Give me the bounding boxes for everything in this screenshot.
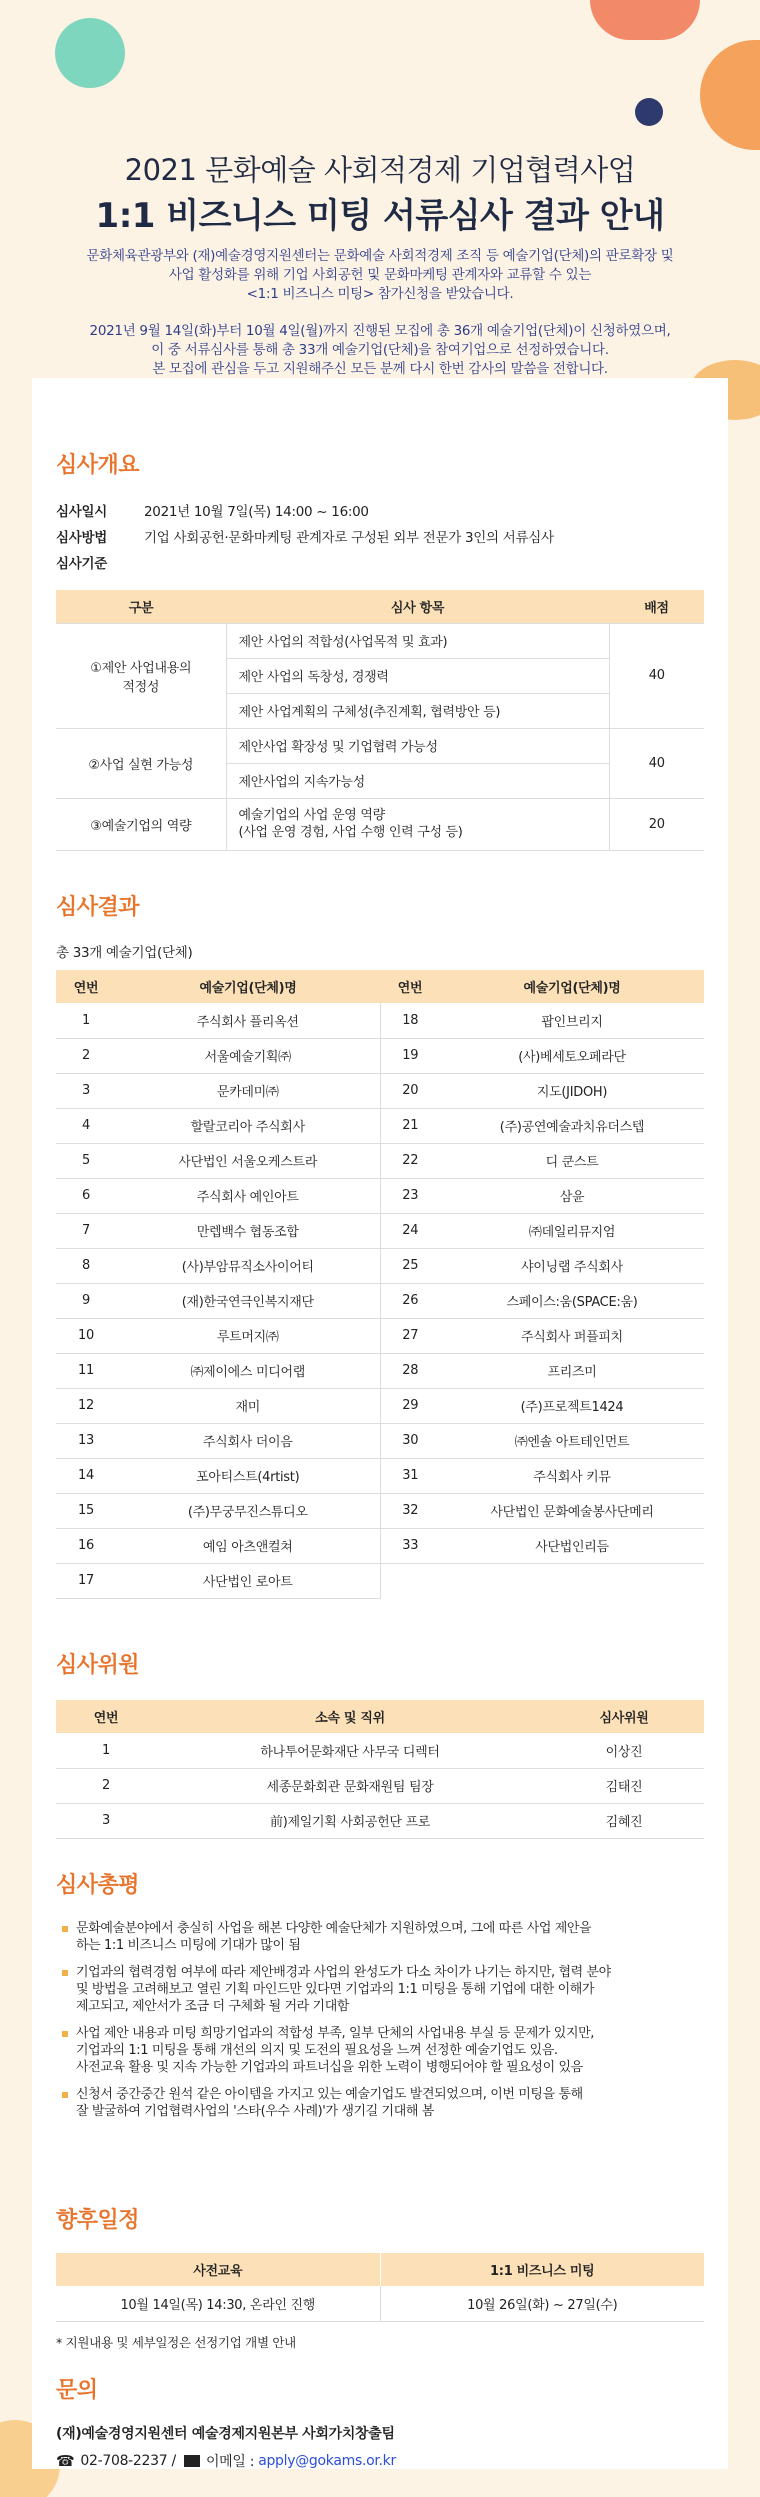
company-name: 루트머지㈜ (116, 1318, 380, 1353)
contact-email-label: 이메일 : (205, 2454, 255, 2470)
results-row (56, 1178, 704, 1213)
company-name: 주식회사 더이음 (116, 1423, 380, 1458)
company-name: (사)부암뮤직소사이어티 (116, 1248, 380, 1283)
company-name: 스페이스:움(SPACE:움) (440, 1283, 704, 1318)
criteria-header: 배점 (609, 590, 704, 623)
results-row (56, 1038, 704, 1073)
company-number: 14 (56, 1458, 116, 1493)
content-card (32, 378, 728, 2469)
company-number: 31 (380, 1458, 440, 1493)
judge-name: 김혜진 (544, 1803, 704, 1838)
company-number: 17 (56, 1563, 116, 1598)
review-method (56, 526, 554, 546)
company-number: 19 (380, 1038, 440, 1073)
results-summary: 총 33개 예술기업(단체) (56, 945, 193, 961)
intro-paragraph-2 (40, 322, 720, 379)
company-number: 12 (56, 1388, 116, 1423)
results-header: 연번 (380, 970, 440, 1003)
judge-name: 김태진 (544, 1768, 704, 1803)
judge-affiliation: 하나투어문화재단 사무국 디렉터 (156, 1733, 544, 1768)
review-bullet: 기업과의 협력경험 여부에 따라 제안배경과 사업의 완성도가 다소 차이가 나기는 하지만, 협력 분야 및 방법을 고려해보고 열린 기획 마인드만 있다면 기업과의 1:1 미팅을 통해 기업에 대한 이해가 제고되고, 제안서가 조금 더 구체화 될 거라 기대함 (62, 1964, 712, 2015)
company-number: 22 (380, 1143, 440, 1178)
results-row (56, 1283, 704, 1318)
criteria-header: 심사 항목 (226, 590, 609, 623)
company-number: 33 (380, 1528, 440, 1563)
company-name: 지도(JIDOH) (440, 1073, 704, 1108)
results-title: 심사결과 (56, 895, 140, 920)
results-row (56, 1143, 704, 1178)
company-name: (사)베세토오페라단 (440, 1038, 704, 1073)
judges-table (56, 1700, 704, 1839)
company-name: 서울예술기획㈜ (116, 1038, 380, 1073)
criteria-item: 제안 사업의 독창성, 경쟁력 (226, 658, 609, 693)
schedule-table (56, 2253, 704, 2322)
judge-number: 2 (56, 1768, 156, 1803)
company-number: 13 (56, 1423, 116, 1458)
criteria-category: ③예술기업의 역량 (56, 798, 226, 850)
results-header: 연번 (56, 970, 116, 1003)
criteria-item: 예술기업의 사업 운영 역량 (사업 운영 경험, 사업 수행 인력 구성 등) (226, 798, 609, 850)
judge-number: 3 (56, 1803, 156, 1838)
judges-row (56, 1803, 704, 1838)
results-row (56, 1003, 704, 1038)
page-title: 1:1 비즈니스 미팅 서류심사 결과 안내 (95, 196, 665, 236)
intro-line: 2021년 9월 14일(화)부터 10월 4일(월)까지 진행된 모집에 총 36개 예술기업(단체)이 신청하였으며, (89, 323, 671, 339)
criteria-category: ②사업 실현 가능성 (56, 728, 226, 798)
company-number: 1 (56, 1003, 116, 1038)
company-name: 팝인브리지 (440, 1003, 704, 1038)
schedule-header: 사전교육 (56, 2253, 380, 2286)
company-number (380, 1563, 440, 1598)
company-number: 2 (56, 1038, 116, 1073)
company-name: 프리즈미 (440, 1353, 704, 1388)
company-name: (주)프로젝트1424 (440, 1388, 704, 1423)
review-title: 심사총평 (56, 1873, 140, 1898)
schedule-value: 10월 14일(목) 14:30, 온라인 진행 (56, 2286, 380, 2321)
schedule-row (56, 2286, 704, 2321)
company-name: 주식회사 키뮤 (440, 1458, 704, 1493)
company-name: (주)무궁무진스튜디오 (116, 1493, 380, 1528)
results-row (56, 1318, 704, 1353)
results-row (56, 1108, 704, 1143)
judges-header: 연번 (56, 1700, 156, 1733)
results-row (56, 1528, 704, 1563)
judges-row (56, 1768, 704, 1803)
company-name: 디 쿤스트 (440, 1143, 704, 1178)
schedule-header: 1:1 비즈니스 미팅 (380, 2253, 704, 2286)
results-row (56, 1248, 704, 1283)
criteria-row (56, 728, 704, 763)
judges-header: 소속 및 직위 (156, 1700, 544, 1733)
company-number: 25 (380, 1248, 440, 1283)
company-number: 6 (56, 1178, 116, 1213)
company-name: 사단법인 로아트 (116, 1563, 380, 1598)
company-name: ㈜제이에스 미디어랩 (116, 1353, 380, 1388)
intro-line: 문화체육관광부와 (재)예술경영지원센터는 문화예술 사회적경제 조직 등 예술기업(단체)의 판로확장 및 (86, 248, 674, 264)
schedule-value: 10월 26일(화) ~ 27일(수) (380, 2286, 704, 2321)
company-name: 주식회사 퍼플피치 (440, 1318, 704, 1353)
results-row (56, 1493, 704, 1528)
company-number: 7 (56, 1213, 116, 1248)
criteria-item: 제안 사업계획의 구체성(추진계획, 협력방안 등) (226, 693, 609, 728)
results-row (56, 1213, 704, 1248)
results-header: 예술기업(단체)명 (440, 970, 704, 1003)
company-name: ㈜데일리뮤지엄 (440, 1213, 704, 1248)
intro-line: 사업 활성화를 위해 기업 사회공헌 및 문화마케팅 관계자와 교류할 수 있는 (168, 267, 592, 283)
intro-line: <1:1 비즈니스 미팅> 참가신청을 받았습니다. (246, 286, 514, 302)
company-number: 18 (380, 1003, 440, 1038)
company-name: 삼윤 (440, 1178, 704, 1213)
company-number: 21 (380, 1108, 440, 1143)
schedule-title: 향후일정 (56, 2208, 140, 2233)
criteria-item: 제안 사업의 적합성(사업목적 및 효과) (226, 623, 609, 658)
company-number: 23 (380, 1178, 440, 1213)
overview-title: 심사개요 (56, 453, 140, 478)
company-name: 샤이닝랩 주식회사 (440, 1248, 704, 1283)
company-number: 29 (380, 1388, 440, 1423)
phone-icon: ☎ (56, 2452, 75, 2470)
company-name: 주식회사 플리옥션 (116, 1003, 380, 1038)
review-criteria-label (56, 552, 144, 572)
page-subtitle: 2021 문화예술 사회적경제 기업협력사업 (124, 153, 636, 187)
company-number: 30 (380, 1423, 440, 1458)
results-row (56, 1353, 704, 1388)
company-name: 예임 아츠앤컬쳐 (116, 1528, 380, 1563)
page-header (0, 0, 760, 375)
review-method-value: 기업 사회공헌·문화마케팅 관계자로 구성된 외부 전문가 3인의 서류심사 (144, 530, 554, 546)
envelope-icon (184, 2455, 200, 2467)
company-name: ㈜엔솔 아트테인먼트 (440, 1423, 704, 1458)
company-number: 8 (56, 1248, 116, 1283)
results-header: 예술기업(단체)명 (116, 970, 380, 1003)
company-name: (주)공연예술과치유더스텝 (440, 1108, 704, 1143)
company-name: 사단법인 서울오케스트라 (116, 1143, 380, 1178)
review-bullets (62, 1920, 712, 2130)
criteria-row (56, 623, 704, 658)
company-number: 27 (380, 1318, 440, 1353)
company-name (440, 1563, 704, 1598)
company-name: (재)한국연극인복지재단 (116, 1283, 380, 1318)
review-date-label: 심사일시 (56, 504, 107, 520)
results-row (56, 1563, 704, 1598)
review-criteria-label-text: 심사기준 (56, 556, 107, 572)
contact-line (56, 2451, 396, 2471)
company-number: 20 (380, 1073, 440, 1108)
review-date (56, 500, 369, 520)
company-number: 16 (56, 1528, 116, 1563)
judges-row (56, 1733, 704, 1768)
review-date-value: 2021년 10월 7일(목) 14:00 ~ 16:00 (144, 504, 369, 520)
results-row (56, 1388, 704, 1423)
judges-title: 심사위원 (56, 1653, 140, 1678)
company-name: 만렙백수 협동조합 (116, 1213, 380, 1248)
review-method-label: 심사방법 (56, 530, 107, 546)
judge-affiliation: 前)제일기획 사회공헌단 프로 (156, 1803, 544, 1838)
company-number: 15 (56, 1493, 116, 1528)
judges-header: 심사위원 (544, 1700, 704, 1733)
judge-number: 1 (56, 1733, 156, 1768)
company-number: 24 (380, 1213, 440, 1248)
schedule-note: * 지원내용 및 세부일정은 선정기업 개별 안내 (56, 2335, 296, 2350)
company-name: 할랄코리아 주식회사 (116, 1108, 380, 1143)
intro-line: 이 중 서류심사를 통해 총 33개 예술기업(단체)을 참여기업으로 선정하였습니다. (151, 342, 609, 358)
company-number: 11 (56, 1353, 116, 1388)
company-name: 문카데미㈜ (116, 1073, 380, 1108)
review-bullet: 문화예술분야에서 충실히 사업을 해본 다양한 예술단체가 지원하였으며, 그에 따른 사업 제안을 하는 1:1 비즈니스 미팅에 기대가 많이 됨 (62, 1920, 712, 1954)
company-number: 10 (56, 1318, 116, 1353)
review-bullet: 사업 제안 내용과 미팅 희망기업과의 적합성 부족, 일부 단체의 사업내용 부실 등 문제가 있지만, 기업과의 1:1 미팅을 통해 개선의 의지 및 도전의 필요성을 느껴 선정한 예술기업도 있음. 사전교육 활용 및 지속 가능한 기업과의 파트너십을 위한 노력이 병행되어야 할 필요성이 있음 (62, 2025, 712, 2076)
results-row (56, 1073, 704, 1108)
company-name: 재미 (116, 1388, 380, 1423)
judge-affiliation: 세종문화회관 문화재원팀 팀장 (156, 1768, 544, 1803)
company-number: 3 (56, 1073, 116, 1108)
criteria-row (56, 798, 704, 850)
criteria-item: 제안사업 확장성 및 기업협력 가능성 (226, 728, 609, 763)
intro-paragraph-1 (40, 247, 720, 304)
results-row (56, 1423, 704, 1458)
company-name: 포아티스트(4rtist) (116, 1458, 380, 1493)
criteria-header: 구분 (56, 590, 226, 623)
contact-phone: 02-708-2237 / (80, 2453, 176, 2469)
results-row (56, 1458, 704, 1493)
company-number: 26 (380, 1283, 440, 1318)
contact-title: 문의 (56, 2378, 98, 2403)
company-name: 사단법인 문화예술봉사단메리 (440, 1493, 704, 1528)
company-number: 9 (56, 1283, 116, 1318)
intro-line: 본 모집에 관심을 두고 지원해주신 모든 분께 다시 한번 감사의 말씀을 전합니다. (152, 361, 608, 377)
contact-email-link[interactable]: apply@gokams.or.kr (258, 2453, 396, 2469)
review-bullet: 신청서 중간중간 원석 같은 아이템을 가지고 있는 예술기업도 발견되었으며, 이번 미팅을 통해 잘 발굴하여 기업협력사업의 '스타(우수 사례)'가 생기길 기대해 봄 (62, 2086, 712, 2120)
company-number: 32 (380, 1493, 440, 1528)
criteria-score: 20 (609, 798, 704, 850)
judge-name: 이상진 (544, 1733, 704, 1768)
company-name: 사단법인리듬 (440, 1528, 704, 1563)
criteria-score: 40 (609, 728, 704, 798)
criteria-category: ①제안 사업내용의 적정성 (56, 623, 226, 728)
results-table (56, 970, 704, 1599)
company-name: 주식회사 예인아트 (116, 1178, 380, 1213)
contact-org: (재)예술경영지원센터 예술경제지원본부 사회가치창출팀 (56, 2426, 395, 2442)
criteria-table (56, 590, 704, 851)
company-number: 5 (56, 1143, 116, 1178)
criteria-item: 제안사업의 지속가능성 (226, 763, 609, 798)
criteria-score: 40 (609, 623, 704, 728)
company-number: 28 (380, 1353, 440, 1388)
company-number: 4 (56, 1108, 116, 1143)
